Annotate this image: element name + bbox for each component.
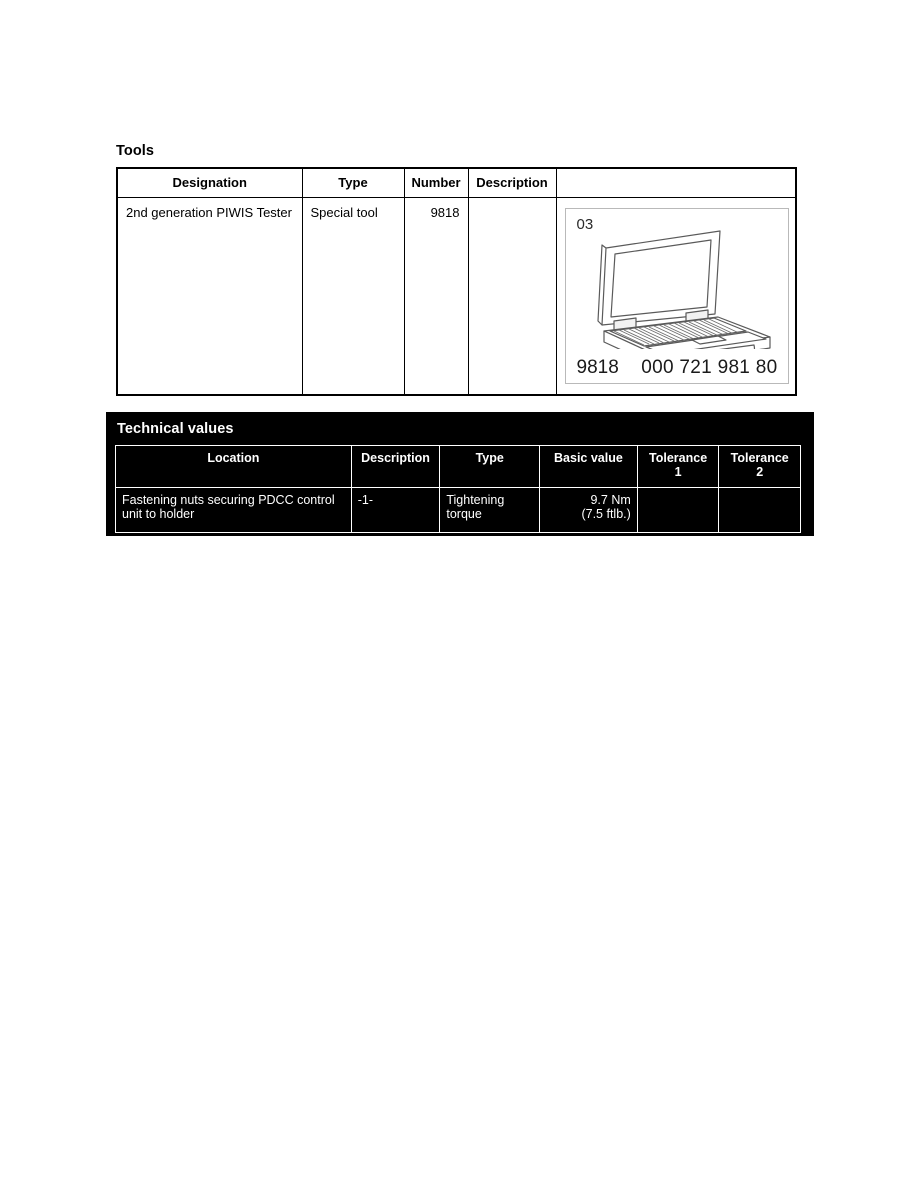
tools-col-designation: Designation — [117, 168, 302, 198]
tv-col-location: Location — [116, 446, 352, 488]
tv-basic-value-metric: 9.7 Nm — [590, 493, 631, 507]
tv-col-tolerance-1 — [637, 446, 719, 488]
tools-table — [116, 167, 797, 396]
technical-values-heading: Technical values — [117, 421, 234, 437]
tv-cell-location: Fastening nuts securing PDCC control unit to holder — [116, 488, 352, 533]
technical-values-header-row — [116, 446, 801, 488]
tools-cell-description — [468, 198, 556, 396]
tv-cell-tolerance-2 — [719, 488, 801, 533]
tools-col-type: Type — [302, 168, 404, 198]
table-row — [117, 198, 796, 396]
table-row — [116, 488, 801, 533]
tools-cell-designation: 2nd generation PIWIS Tester — [117, 198, 302, 396]
tools-col-image — [556, 168, 796, 198]
tv-col-tolerance-2 — [719, 446, 801, 488]
tv-basic-value-imperial: (7.5 ftlb.) — [581, 507, 631, 521]
tools-cell-type: Special tool — [302, 198, 404, 396]
laptop-icon — [574, 221, 782, 349]
tv-cell-basic-value — [540, 488, 638, 533]
figure-tool-number: 9818 — [576, 357, 619, 378]
tools-section — [116, 143, 796, 396]
tv-col-basic-value: Basic value — [540, 446, 638, 488]
tv-col-type: Type — [440, 446, 540, 488]
technical-values-section — [106, 412, 814, 536]
tools-table-header-row — [117, 168, 796, 198]
tv-cell-tolerance-1 — [637, 488, 719, 533]
tools-heading: Tools — [116, 143, 155, 159]
tools-cell-figure — [556, 198, 796, 396]
figure-position-label: 03 — [576, 216, 594, 233]
tool-figure-frame — [565, 208, 789, 384]
tools-cell-number: 9818 — [404, 198, 468, 396]
tv-col-tolerance-2-line1: Tolerance — [730, 451, 789, 465]
tools-col-number: Number — [404, 168, 468, 198]
tv-col-tolerance-1-line2: 1 — [674, 465, 682, 479]
figure-part-number: 000 721 981 80 — [641, 357, 778, 378]
tools-col-description: Description — [468, 168, 556, 198]
tv-col-tolerance-1-line1: Tolerance — [649, 451, 708, 465]
tv-cell-type: Tightening torque — [440, 488, 540, 533]
tv-cell-description: -1- — [351, 488, 440, 533]
tv-col-description: Description — [351, 446, 440, 488]
tv-col-tolerance-2-line2: 2 — [756, 465, 764, 479]
technical-values-table — [115, 445, 801, 533]
